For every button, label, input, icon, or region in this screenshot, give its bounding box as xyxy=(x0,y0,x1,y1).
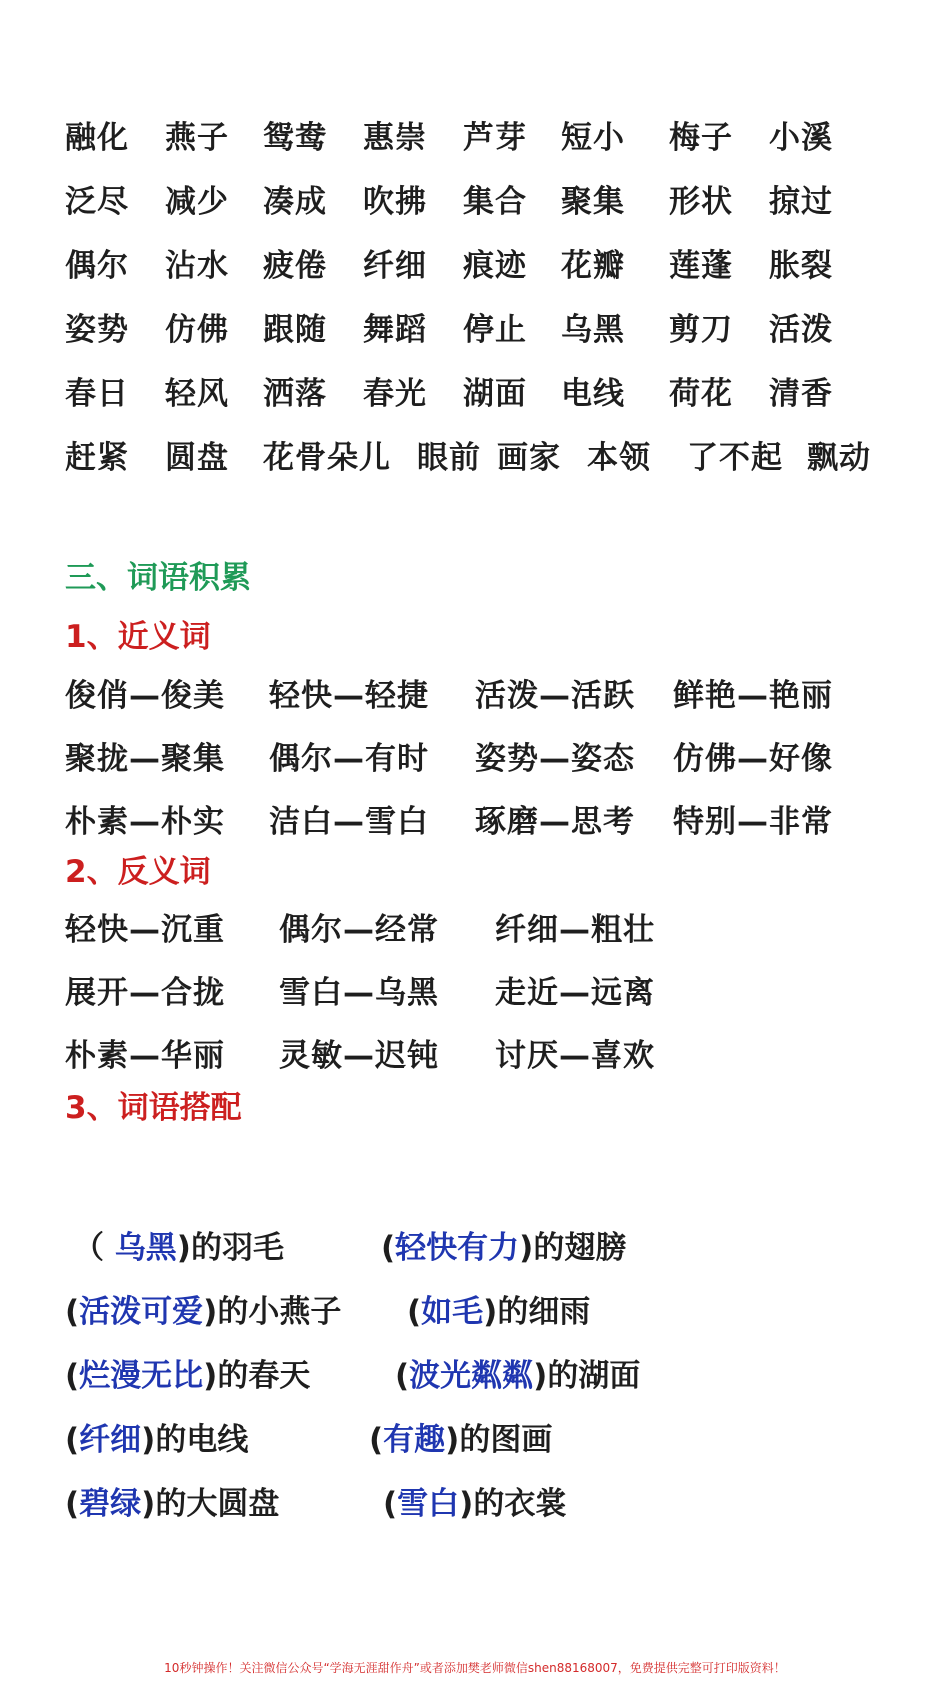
answer-word: 烂漫无比 xyxy=(79,1358,204,1394)
answer-word: 波光粼粼 xyxy=(409,1358,534,1394)
antonym-row xyxy=(65,973,915,1036)
collocation-item xyxy=(65,1356,310,1396)
vocab-word: 春光 xyxy=(363,376,427,412)
vocab-word: 赶紧 xyxy=(65,440,129,476)
vocab-word: 圆盘 xyxy=(165,440,229,476)
phrase-rest: )的小燕子 xyxy=(203,1294,342,1330)
collocation-row xyxy=(65,1228,915,1292)
vocab-word: 花瓣 xyxy=(561,248,625,284)
vocab-word: 仿佛 xyxy=(165,312,229,348)
vocab-row xyxy=(65,374,935,438)
answer-word: 雪白 xyxy=(397,1486,460,1522)
phrase-rest: )的大圆盘 xyxy=(141,1486,280,1522)
vocab-word: 疲倦 xyxy=(263,248,327,284)
vocab-word: 姿势 xyxy=(65,312,129,348)
antonyms-heading: 2、反义词 xyxy=(65,854,211,890)
collocation-item xyxy=(65,1420,248,1460)
vocabulary-grid xyxy=(65,118,935,502)
vocab-word: 融化 xyxy=(65,120,129,156)
collocation-row xyxy=(65,1420,915,1484)
vocab-word: 吹拂 xyxy=(363,184,427,220)
word-pair: 姿势—姿态 xyxy=(475,741,635,777)
word-pair: 聚拢—聚集 xyxy=(65,741,225,777)
open-paren: （ xyxy=(73,1230,115,1266)
collocation-item xyxy=(395,1356,640,1396)
word-pair: 轻快—轻捷 xyxy=(269,678,429,714)
collocation-item xyxy=(383,1484,566,1524)
word-pair: 活泼—活跃 xyxy=(475,678,635,714)
vocab-word: 惠崇 xyxy=(363,120,427,156)
word-pair: 走近—远离 xyxy=(495,975,655,1011)
antonym-row xyxy=(65,910,915,973)
word-pair: 朴素—朴实 xyxy=(65,804,225,840)
synonym-row xyxy=(65,676,915,739)
vocab-word: 乌黑 xyxy=(561,312,625,348)
word-pair: 轻快—沉重 xyxy=(65,912,225,948)
word-pair: 仿佛—好像 xyxy=(673,741,833,777)
answer-word: 纤细 xyxy=(79,1422,142,1458)
answer-word: 碧绿 xyxy=(79,1486,142,1522)
vocab-word: 减少 xyxy=(165,184,229,220)
open-paren: ( xyxy=(65,1422,80,1458)
footer-note: 10秒钟操作！关注微信公众号“学海无涯甜作舟”或者添加樊老师微信shen88168007，免费提供完整可打印版资料！ xyxy=(164,1661,786,1675)
vocab-row xyxy=(65,118,935,182)
answer-word: 乌黑 xyxy=(114,1230,177,1266)
collocations-list xyxy=(65,1228,915,1548)
vocab-word: 燕子 xyxy=(165,120,229,156)
vocab-word: 泛尽 xyxy=(65,184,129,220)
word-pair: 讨厌—喜欢 xyxy=(495,1038,655,1074)
vocab-word: 掠过 xyxy=(769,184,833,220)
synonyms-heading: 1、近义词 xyxy=(65,619,211,655)
vocab-word: 小溪 xyxy=(769,120,833,156)
phrase-rest: )的春天 xyxy=(203,1358,311,1394)
vocab-word: 集合 xyxy=(463,184,527,220)
vocab-row xyxy=(65,438,935,502)
vocab-word: 眼前 xyxy=(417,440,481,476)
word-pair: 展开—合拢 xyxy=(65,975,225,1011)
word-pair: 灵敏—迟钝 xyxy=(279,1038,439,1074)
vocab-word: 轻风 xyxy=(165,376,229,412)
collocation-item xyxy=(369,1420,552,1460)
vocab-word: 春日 xyxy=(65,376,129,412)
vocab-word: 短小 xyxy=(561,120,625,156)
vocab-word: 莲蓬 xyxy=(669,248,733,284)
collocation-item xyxy=(73,1228,284,1268)
vocab-word: 纤细 xyxy=(363,248,427,284)
word-pair: 琢磨—思考 xyxy=(475,804,635,840)
open-paren: ( xyxy=(369,1422,384,1458)
collocation-item xyxy=(65,1292,341,1332)
open-paren: ( xyxy=(395,1358,410,1394)
phrase-rest: )的衣裳 xyxy=(459,1486,567,1522)
word-pair: 偶尔—有时 xyxy=(269,741,429,777)
phrase-rest: )的湖面 xyxy=(533,1358,641,1394)
vocab-word: 芦芽 xyxy=(463,120,527,156)
open-paren: ( xyxy=(383,1486,398,1522)
vocab-word: 湖面 xyxy=(463,376,527,412)
open-paren: ( xyxy=(407,1294,422,1330)
vocab-word: 梅子 xyxy=(669,120,733,156)
word-pair: 俊俏—俊美 xyxy=(65,678,225,714)
word-pair: 特别—非常 xyxy=(673,804,833,840)
answer-word: 有趣 xyxy=(383,1422,446,1458)
vocab-word: 画家 xyxy=(497,440,561,476)
collocation-row xyxy=(65,1484,915,1548)
synonym-row xyxy=(65,739,915,802)
vocab-word: 聚集 xyxy=(561,184,625,220)
vocab-word: 舞蹈 xyxy=(363,312,427,348)
vocab-word: 清香 xyxy=(769,376,833,412)
collocation-row xyxy=(65,1356,915,1420)
vocab-word: 了不起 xyxy=(687,440,783,476)
vocab-word: 凑成 xyxy=(263,184,327,220)
collocation-item xyxy=(407,1292,590,1332)
vocab-row xyxy=(65,182,935,246)
antonyms-list xyxy=(65,910,915,1099)
vocab-word: 沾水 xyxy=(165,248,229,284)
answer-word: 如毛 xyxy=(421,1294,484,1330)
word-pair: 偶尔—经常 xyxy=(279,912,439,948)
vocab-row xyxy=(65,310,935,374)
word-pair: 朴素—华丽 xyxy=(65,1038,225,1074)
word-pair: 鲜艳—艳丽 xyxy=(673,678,833,714)
answer-word: 轻快有力 xyxy=(395,1230,520,1266)
word-pair: 纤细—粗壮 xyxy=(495,912,655,948)
vocab-word: 胀裂 xyxy=(769,248,833,284)
vocab-word: 停止 xyxy=(463,312,527,348)
vocab-word: 洒落 xyxy=(263,376,327,412)
vocab-word: 鸳鸯 xyxy=(263,120,327,156)
collocation-row xyxy=(65,1292,915,1356)
vocab-word: 活泼 xyxy=(769,312,833,348)
phrase-rest: )的翅膀 xyxy=(519,1230,627,1266)
open-paren: ( xyxy=(65,1486,80,1522)
collocation-item xyxy=(65,1484,279,1524)
open-paren: ( xyxy=(381,1230,396,1266)
vocab-word: 电线 xyxy=(561,376,625,412)
phrase-rest: )的电线 xyxy=(141,1422,249,1458)
phrase-rest: )的图画 xyxy=(445,1422,553,1458)
word-pair: 洁白—雪白 xyxy=(269,804,429,840)
collocation-item xyxy=(381,1228,626,1268)
vocab-word: 剪刀 xyxy=(669,312,733,348)
answer-word: 活泼可爱 xyxy=(79,1294,204,1330)
collocations-heading: 3、词语搭配 xyxy=(65,1090,242,1126)
open-paren: ( xyxy=(65,1358,80,1394)
vocab-word: 飘动 xyxy=(807,440,871,476)
vocab-word: 本领 xyxy=(587,440,651,476)
vocab-word: 荷花 xyxy=(669,376,733,412)
phrase-rest: )的羽毛 xyxy=(176,1230,284,1266)
section-title-word-accumulation: 三、词语积累 xyxy=(65,560,251,596)
vocab-word: 形状 xyxy=(669,184,733,220)
vocab-word: 花骨朵儿 xyxy=(263,440,391,476)
vocab-word: 跟随 xyxy=(263,312,327,348)
vocab-row xyxy=(65,246,935,310)
open-paren: ( xyxy=(65,1294,80,1330)
vocab-word: 偶尔 xyxy=(65,248,129,284)
synonyms-list xyxy=(65,676,915,865)
vocab-word: 痕迹 xyxy=(463,248,527,284)
phrase-rest: )的细雨 xyxy=(483,1294,591,1330)
word-pair: 雪白—乌黑 xyxy=(279,975,439,1011)
